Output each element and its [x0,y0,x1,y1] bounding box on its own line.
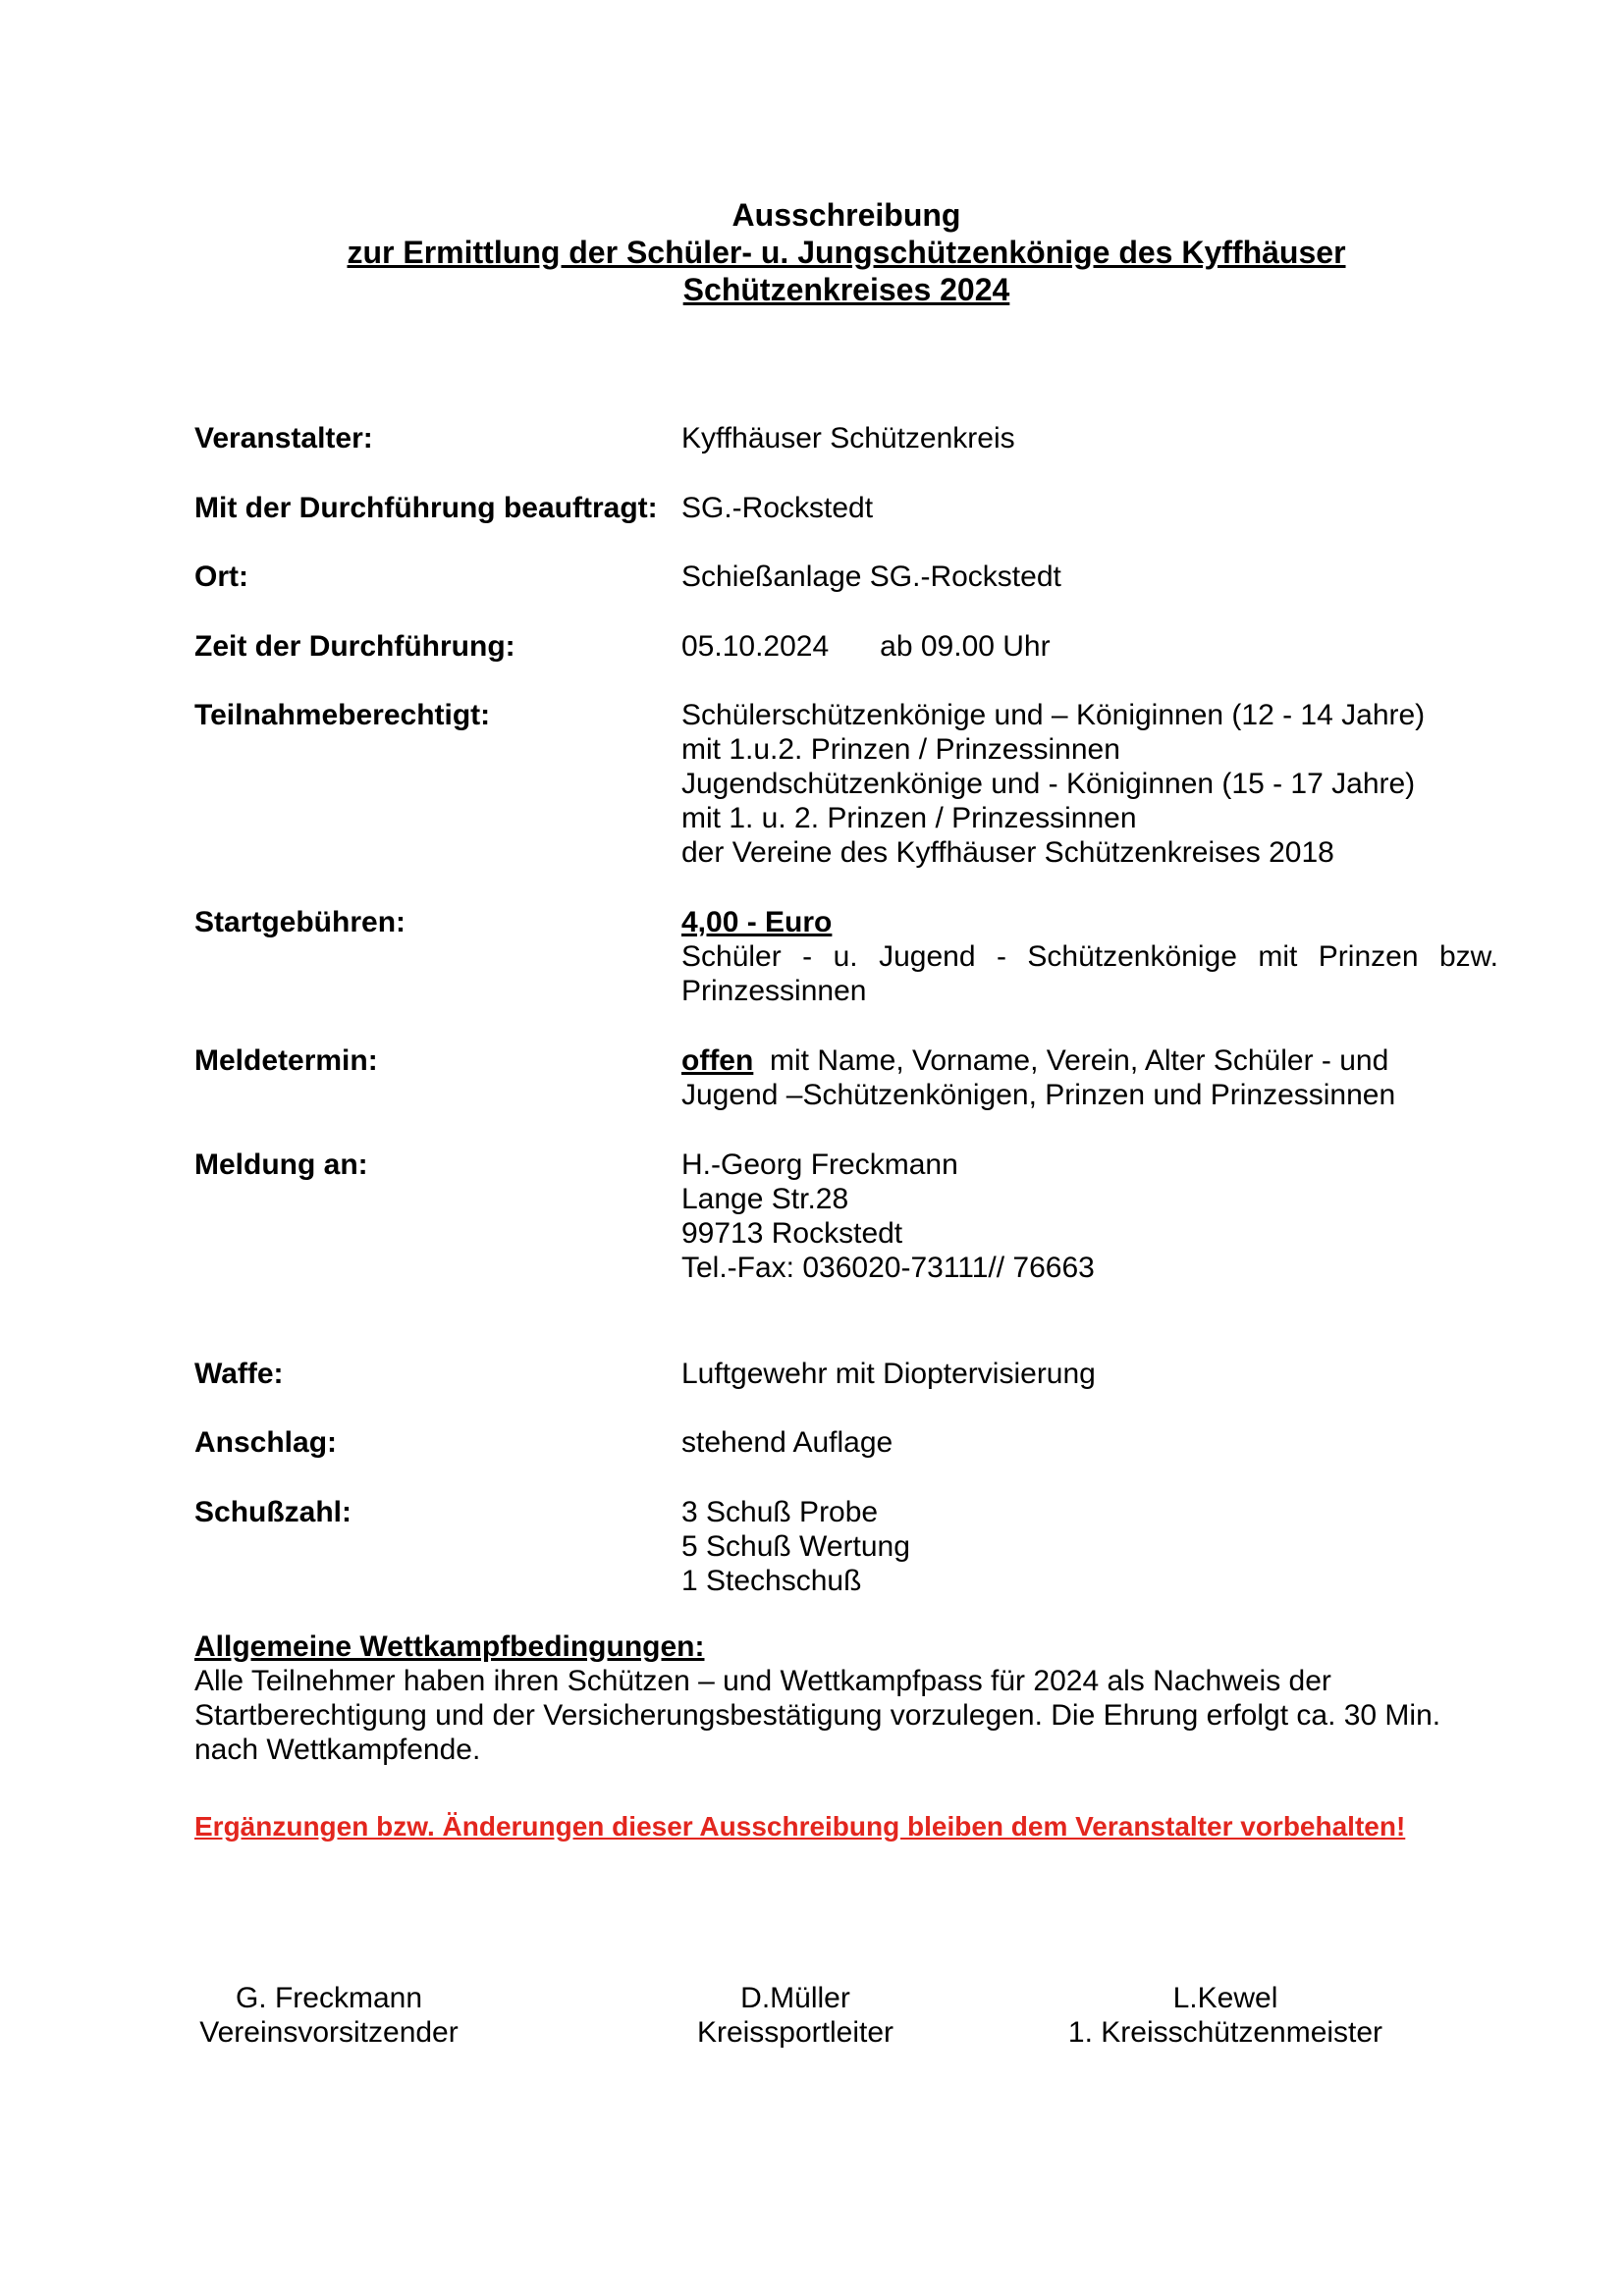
field-label: Zeit der Durchführung: [194,630,515,663]
zeit-date: 05.10.2024 [681,630,830,663]
meldetermin-line [681,1043,1500,1078]
signature-role: Vereinsvorsitzender [199,2016,459,2049]
signature-kreissportleiter [687,1981,903,2050]
field-value [681,1148,1500,1285]
meldung-line: H.-Georg Freckmann [681,1148,958,1181]
change-notice: Ergänzungen bzw. Änderungen dieser Ausschreibung bleiben dem Veranstalter vorbehalten! [194,1811,1406,1842]
schusszahl-line: 1 Stechschuß [681,1565,862,1597]
anschlag-value: stehend Auflage [681,1426,893,1459]
meldung-line: Tel.-Fax: 036020-73111// 76663 [681,1252,1095,1284]
field-label: Schußzahl: [194,1496,352,1528]
general-line: Startberechtigung und der Versicherungsbestätigung vorzulegen. Die Ehrung erfolgt ca. 30 Min. [194,1699,1441,1732]
signature-role: Kreissportleiter [696,2016,894,2049]
signature-name: L.Kewel [1172,1982,1278,2014]
teilnahme-line: mit 1.u.2. Prinzen / Prinzessinnen [681,733,1120,766]
title-line-2: zur Ermittlung der Schüler- u. Jungschützenkönige des Kyffhäuser [347,235,1346,270]
meldetermin-line: Jugend –Schützenkönigen, Prinzen und Prinzessinnen [681,1079,1396,1111]
signature-name: G. Freckmann [235,1982,423,2014]
startgebuehren-amount: 4,00 - Euro [681,906,833,938]
field-value [681,629,1500,664]
teilnahme-line: Schülerschützenkönige und – Königinnen (12 - 14 Jahre) [681,699,1426,731]
signature-vereinsvorsitzender [194,1981,463,2050]
field-label: Veranstalter: [194,422,373,454]
meldung-line: 99713 Rockstedt [681,1217,903,1250]
zeit-value-line [681,629,1500,664]
field-label: Startgebühren: [194,906,406,938]
field-value [681,1357,1500,1391]
field-value [681,1495,1500,1598]
teilnahme-line: der Vereine des Kyffhäuser Schützenkreises 2018 [681,836,1334,869]
field-value [681,491,1500,525]
meldetermin-emphasis: offen [681,1044,754,1077]
field-value [681,421,1500,455]
general-line: Alle Teilnehmer haben ihren Schützen – und Wettkampfpass für 2024 als Nachweis der [194,1665,1331,1697]
field-label: Meldetermin: [194,1044,378,1077]
startgebuehren-line: Prinzessinnen [681,975,867,1007]
zeit-time: ab 09.00 Uhr [880,630,1051,663]
ort-value: Schießanlage SG.-Rockstedt [681,561,1061,593]
general-line: nach Wettkampfende. [194,1734,481,1766]
field-value [681,1043,1500,1112]
schusszahl-line: 3 Schuß Probe [681,1496,879,1528]
veranstalter-value: Kyffhäuser Schützenkreis [681,422,1015,454]
meldung-line: Lange Str.28 [681,1183,849,1215]
schusszahl-line: 5 Schuß Wertung [681,1530,910,1563]
meldetermin-rest: mit Name, Vorname, Verein, Alter Schüler - und [770,1044,1389,1077]
field-value [681,698,1500,870]
field-value [681,560,1500,594]
signature-name: D.Müller [740,1982,850,2014]
field-label: Mit der Durchführung beauftragt: [194,492,658,524]
field-label: Waffe: [194,1358,284,1390]
title-line-1: Ausschreibung [731,197,961,233]
startgebuehren-line: Schüler - u. Jugend - Schützenkönige mit Prinzen bzw. [681,940,1498,973]
document-title [0,196,1624,308]
signature-kreisschuetzenmeister [1058,1981,1392,2050]
signature-role: 1. Kreisschützenmeister [1067,2016,1383,2049]
waffe-value: Luftgewehr mit Dioptervisierung [681,1358,1096,1390]
field-label: Meldung an: [194,1148,368,1181]
teilnahme-line: Jugendschützenkönige und - Königinnen (15 - 17 Jahre) [681,768,1416,800]
field-label: Ort: [194,561,248,593]
general-conditions [194,1629,1500,1767]
title-line-3: Schützenkreises 2024 [682,272,1010,307]
durchfuehrung-value: SG.-Rockstedt [681,492,874,524]
field-label: Anschlag: [194,1426,338,1459]
general-heading: Allgemeine Wettkampfbedingungen: [194,1630,705,1663]
teilnahme-line: mit 1. u. 2. Prinzen / Prinzessinnen [681,802,1137,834]
field-label: Teilnahmeberechtigt: [194,699,491,731]
field-value [681,905,1498,1008]
field-value [681,1425,1500,1460]
